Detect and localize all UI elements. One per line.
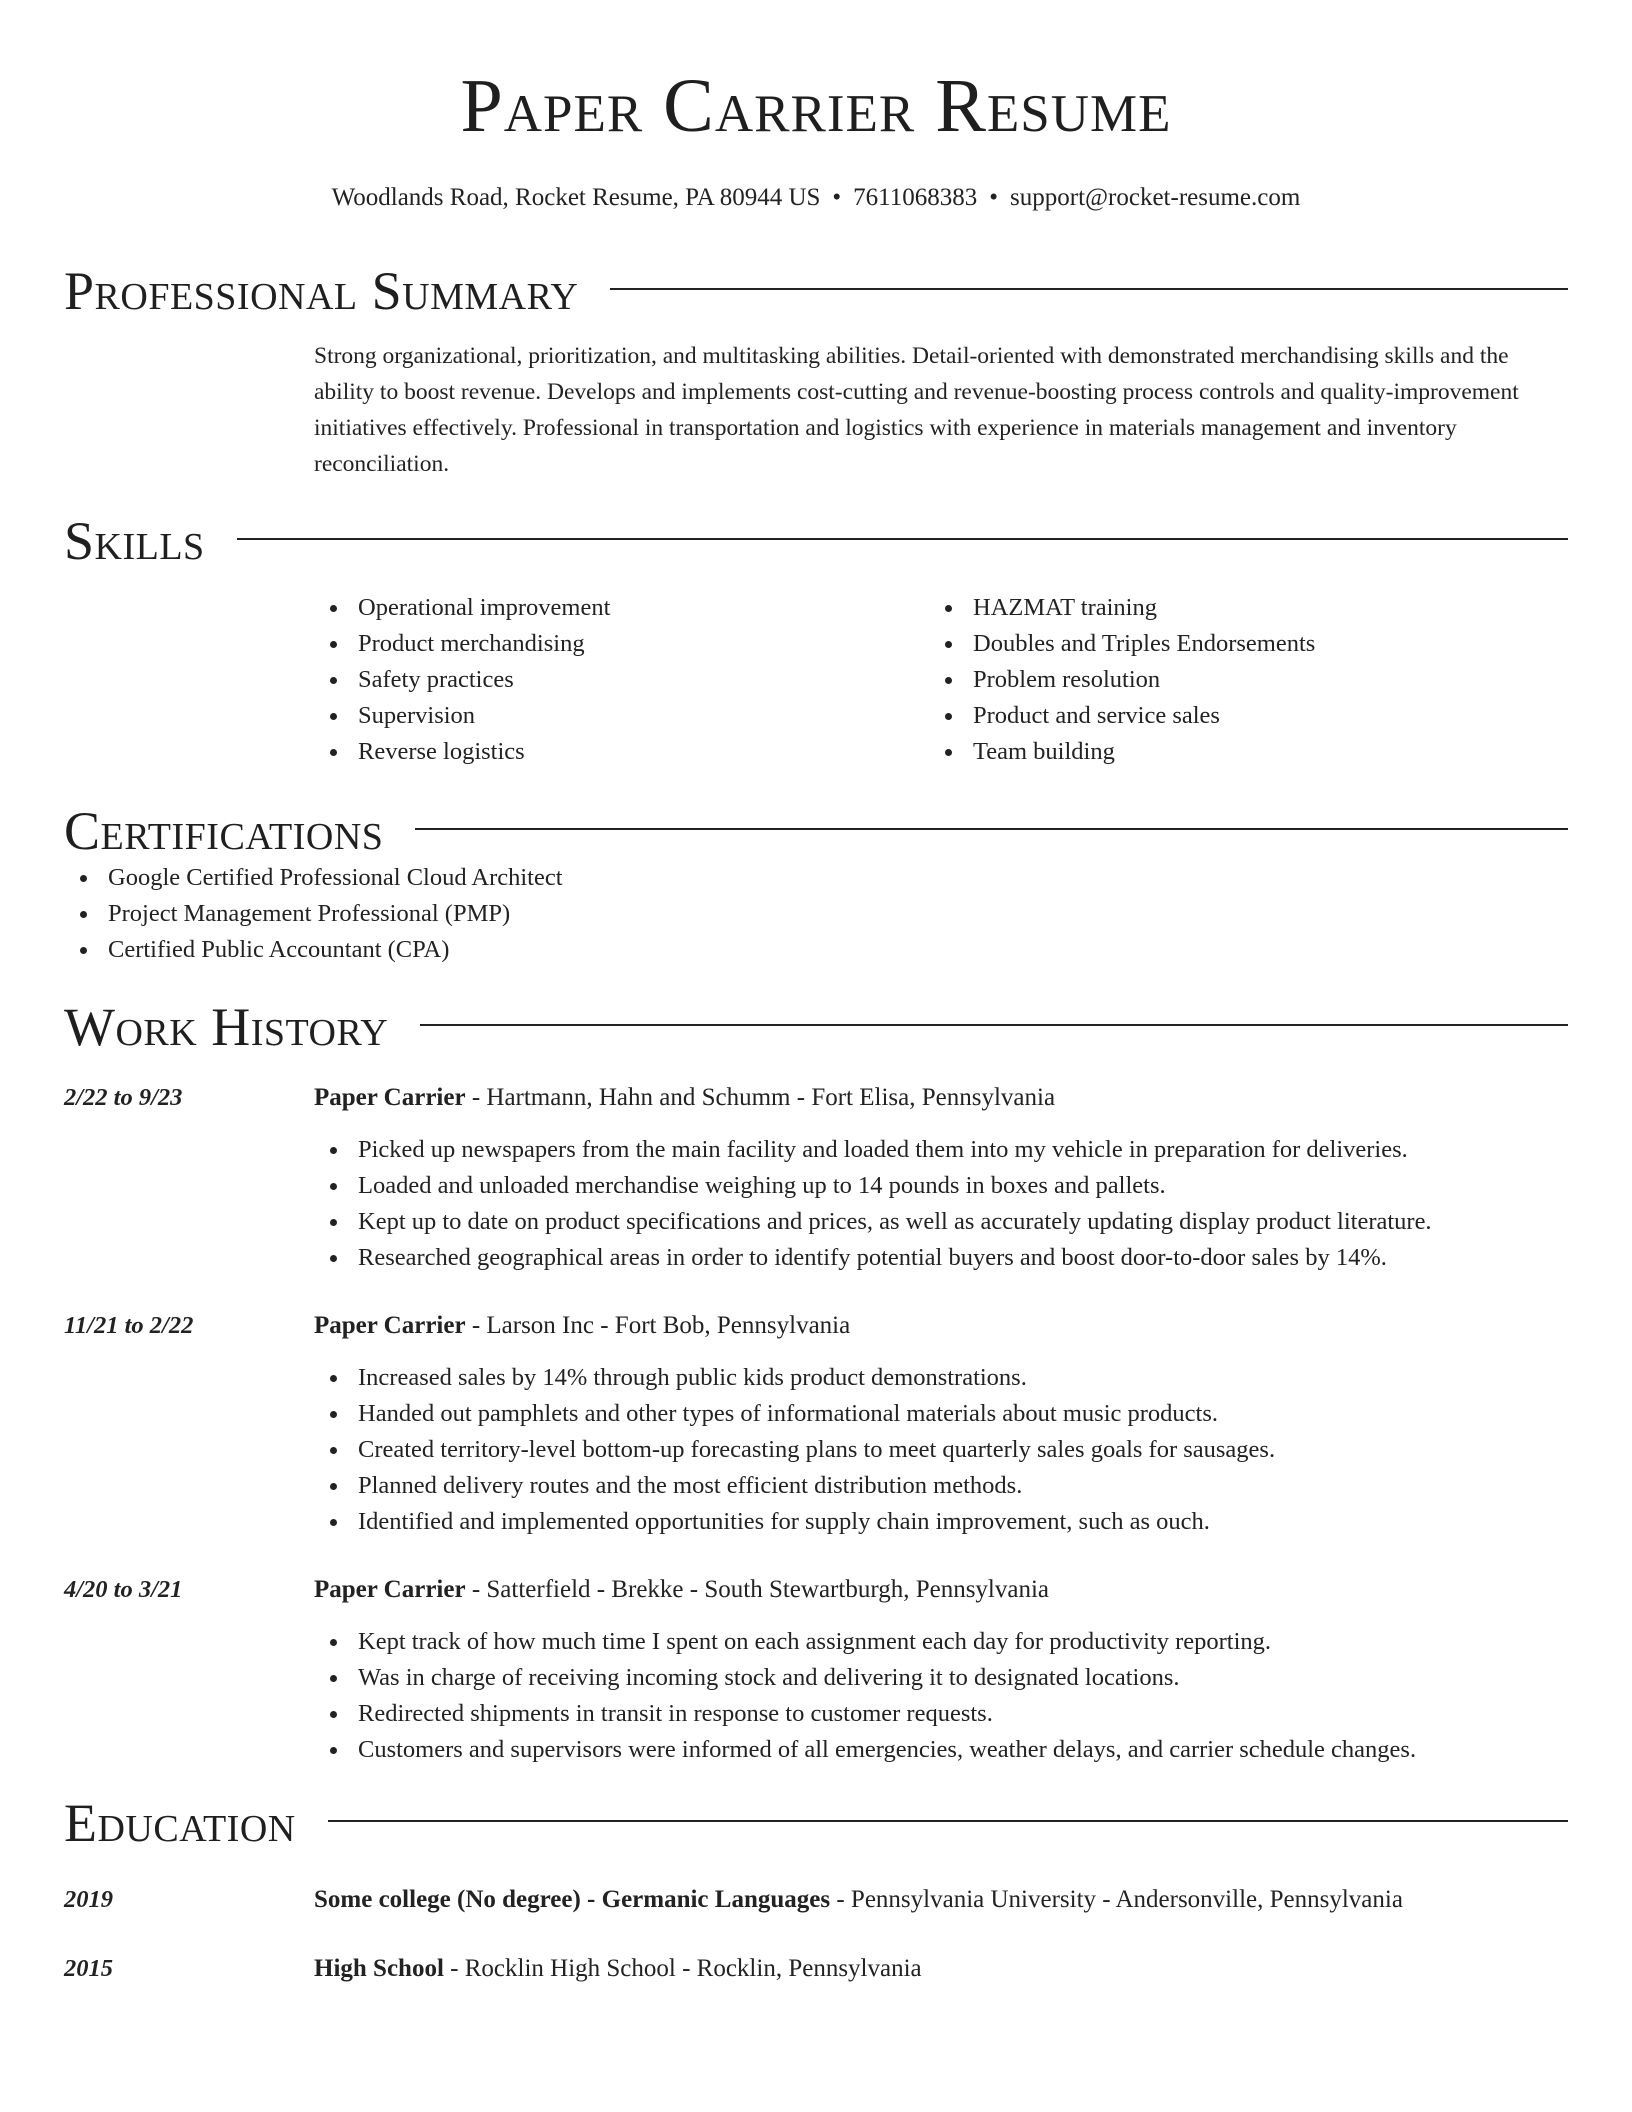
work-title-line	[314, 1572, 1568, 1608]
work-bullets	[314, 1132, 1568, 1276]
education-heading: Education	[64, 1793, 296, 1853]
work-bullet: Increased sales by 14% through public kids product demonstrations.	[314, 1360, 1568, 1396]
skill-item: Operational improvement	[314, 590, 929, 626]
education-school-location: - Rocklin High School - Rocklin, Pennsylvania	[443, 1955, 922, 1982]
work-bullet: Researched geographical areas in order to identify potential buyers and boost door-to-door sales by 14%.	[314, 1240, 1568, 1276]
job-title: Paper Carrier	[314, 1576, 466, 1603]
work-bullet: Kept track of how much time I spent on each assignment each day for productivity reporting.	[314, 1624, 1568, 1660]
skills-list-right	[929, 590, 1544, 770]
section-divider	[420, 1024, 1568, 1026]
skills-column-right	[929, 590, 1544, 770]
job-employer-location: - Larson Inc - Fort Bob, Pennsylvania	[465, 1312, 851, 1339]
education-entry	[64, 1882, 1568, 1918]
summary-section-heading	[64, 262, 1568, 320]
certifications-heading: Certifications	[64, 801, 384, 861]
job-title: Paper Carrier	[314, 1084, 466, 1111]
work-bullets	[314, 1624, 1568, 1768]
contact-separator: •	[989, 184, 999, 211]
education-year: 2015	[64, 1955, 113, 1982]
job-title: Paper Carrier	[314, 1312, 466, 1339]
certification-item: Google Certified Professional Cloud Architect	[64, 860, 1568, 896]
section-divider	[328, 1820, 1568, 1822]
certification-item: Certified Public Accountant (CPA)	[64, 932, 1568, 968]
work-entry-body	[314, 1572, 1568, 1768]
certifications-section-heading	[64, 802, 1568, 860]
skill-item: Product and service sales	[929, 698, 1544, 734]
skill-item: HAZMAT training	[929, 590, 1544, 626]
work-entry	[64, 1080, 1568, 1276]
summary-text: Strong organizational, prioritization, and multitasking abilities. Detail-oriented with demonstrated merchandising skills and the ability to boost revenue. Develops and implements cost-cutting and revenue-boosting process controls and quality-improvement initiatives effectively. Professional in transportation and logistics with experience in materials management and inventory reconciliation.	[314, 343, 1519, 477]
education-entry-body	[314, 1882, 1568, 1918]
work-entry	[64, 1308, 1568, 1540]
skills-column-left	[314, 590, 929, 770]
work-title-line	[314, 1308, 1568, 1344]
education-entry	[64, 1951, 1568, 1987]
skill-item: Doubles and Triples Endorsements	[929, 626, 1544, 662]
education-line	[314, 1882, 1568, 1918]
education-section-heading	[64, 1794, 1568, 1852]
work-history-section-heading	[64, 998, 1568, 1056]
education-entry-body	[314, 1951, 1568, 1987]
job-employer-location: - Hartmann, Hahn and Schumm - Fort Elisa, Pennsylvania	[465, 1084, 1056, 1111]
work-bullet: Created territory-level bottom-up forecasting plans to meet quarterly sales goals for sausages.	[314, 1432, 1568, 1468]
work-entry-body	[314, 1080, 1568, 1276]
education-line	[314, 1951, 1568, 1987]
section-divider	[610, 288, 1568, 290]
certifications-list	[64, 860, 1568, 968]
work-bullet: Handed out pamphlets and other types of informational materials about music products.	[314, 1396, 1568, 1432]
skill-item: Supervision	[314, 698, 929, 734]
work-bullet: Was in charge of receiving incoming stock and delivering it to designated locations.	[314, 1660, 1568, 1696]
work-dates: 11/21 to 2/22	[64, 1312, 194, 1339]
skill-item: Safety practices	[314, 662, 929, 698]
work-bullets	[314, 1360, 1568, 1540]
work-bullet: Planned delivery routes and the most efficient distribution methods.	[314, 1468, 1568, 1504]
education-degree: High School	[314, 1955, 444, 1982]
skill-item: Reverse logistics	[314, 734, 929, 770]
work-dates: 4/20 to 3/21	[64, 1576, 183, 1603]
work-bullet: Customers and supervisors were informed of all emergencies, weather delays, and carrier schedule changes.	[314, 1732, 1568, 1768]
skills-grid	[314, 590, 1568, 770]
work-bullet: Loaded and unloaded merchandise weighing up to 14 pounds in boxes and pallets.	[314, 1168, 1568, 1204]
skills-heading: Skills	[64, 511, 205, 571]
work-bullet: Kept up to date on product specifications and prices, as well as accurately updating display product literature.	[314, 1204, 1568, 1240]
section-divider	[415, 828, 1568, 830]
certification-item: Project Management Professional (PMP)	[64, 896, 1568, 932]
education-year: 2019	[64, 1886, 113, 1913]
skill-item: Problem resolution	[929, 662, 1544, 698]
section-divider	[237, 538, 1568, 540]
work-bullet: Redirected shipments in transit in response to customer requests.	[314, 1696, 1568, 1732]
education-school-location: - Pennsylvania University - Andersonville, Pennsylvania	[830, 1886, 1403, 1913]
work-history-heading: Work History	[64, 997, 389, 1057]
work-dates: 2/22 to 9/23	[64, 1084, 183, 1111]
contact-email[interactable]: support@rocket-resume.com	[1010, 184, 1301, 211]
skills-section-heading	[64, 512, 1568, 570]
work-title-line	[314, 1080, 1568, 1116]
contact-line	[64, 182, 1568, 214]
resume-title: Paper Carrier Resume	[460, 64, 1172, 148]
contact-phone: 7611068383	[853, 184, 978, 211]
contact-separator: •	[832, 184, 842, 211]
work-bullet: Picked up newspapers from the main facility and loaded them into my vehicle in preparation for deliveries.	[314, 1132, 1568, 1168]
skill-item: Product merchandising	[314, 626, 929, 662]
work-entry	[64, 1572, 1568, 1768]
skill-item: Team building	[929, 734, 1544, 770]
work-entry-body	[314, 1308, 1568, 1540]
contact-address: Woodlands Road, Rocket Resume, PA 80944 US	[331, 184, 821, 211]
job-employer-location: - Satterfield - Brekke - South Stewartburgh, Pennsylvania	[465, 1576, 1050, 1603]
education-degree: Some college (No degree) - Germanic Languages	[314, 1886, 831, 1913]
work-bullet: Identified and implemented opportunities for supply chain improvement, such as ouch.	[314, 1504, 1568, 1540]
summary-heading: Professional Summary	[64, 261, 579, 321]
skills-list-left	[314, 590, 929, 770]
